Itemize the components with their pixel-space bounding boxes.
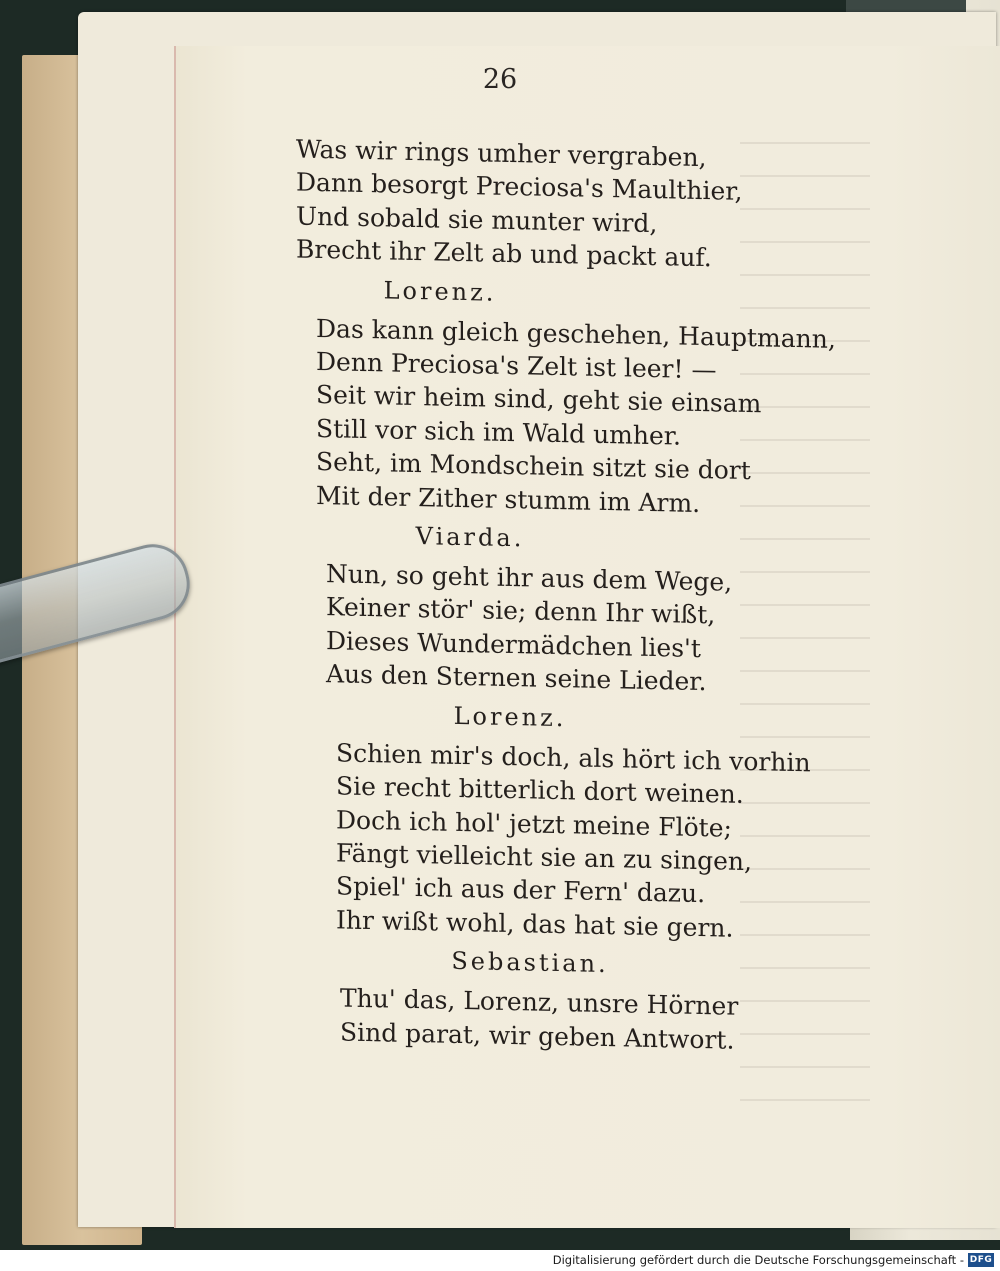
- funding-credit: Digitalisierung gefördert durch die Deutsche Forschungsgemeinschaft -: [552, 1253, 964, 1267]
- verse-line: Schien mir's doch, als hört ich vorhin: [336, 738, 811, 778]
- verse-line: Sind parat, wir geben Antwort.: [340, 1016, 735, 1055]
- poem-text: [270, 132, 870, 1060]
- verse-line: Ihr wißt wohl, das hat sie gern.: [336, 905, 734, 943]
- verse-line: Was wir rings umher vergraben,: [296, 134, 707, 173]
- facing-page-edge: [846, 0, 966, 12]
- verse-line: Thu' das, Lorenz, unsre Hörner: [340, 983, 739, 1021]
- verse-line: Doch ich hol' jetzt meine Flöte;: [336, 804, 732, 843]
- verse-line: Spiel' ich aus der Fern' dazu.: [336, 871, 706, 909]
- verse-line: Still vor sich im Wald umher.: [316, 413, 681, 451]
- verse-line: Mit der Zither stumm im Arm.: [316, 480, 701, 518]
- footer-bar: [0, 1250, 1000, 1271]
- page-number: 26: [482, 64, 518, 95]
- verse-line: Nun, so geht ihr aus dem Wege,: [326, 559, 733, 597]
- stanza-2: [298, 311, 870, 523]
- verse-line: Dieses Wundermädchen lies't: [326, 626, 701, 663]
- verse-line: Seit wir heim sind, geht sie einsam: [316, 380, 762, 419]
- speaker-name: Lorenz.: [453, 701, 567, 732]
- verse-line: Und sobald sie munter wird,: [296, 201, 658, 238]
- dfg-logo-icon[interactable]: DFG: [969, 1255, 993, 1265]
- verse-line: Brecht ihr Zelt ab und packt auf.: [296, 234, 712, 273]
- verse-line: Denn Preciosa's Zelt ist leer! —: [316, 346, 717, 385]
- speaker-name: Viarda.: [415, 522, 525, 553]
- stanza-4: [318, 736, 870, 948]
- verse-line: Dann besorgt Preciosa's Maulthier,: [296, 167, 743, 207]
- verse-line: Keiner stör' sie; denn Ihr wißt,: [326, 592, 716, 630]
- stanza-5: [322, 981, 870, 1059]
- verse-line: Das kann gleich geschehen, Hauptmann,: [316, 313, 836, 354]
- verse-line: Seht, im Mondschein sitzt sie dort: [316, 447, 751, 486]
- verse-line: Sie recht bitterlich dort weinen.: [336, 771, 744, 810]
- verse-line: Aus den Sternen seine Lieder.: [326, 659, 707, 697]
- stanza-1: [278, 132, 870, 278]
- stanza-3: [308, 557, 870, 702]
- speaker-name: Sebastian.: [451, 946, 609, 979]
- speaker-name: Lorenz.: [383, 276, 497, 307]
- verse-line: Fängt vielleicht sie an zu singen,: [336, 838, 752, 877]
